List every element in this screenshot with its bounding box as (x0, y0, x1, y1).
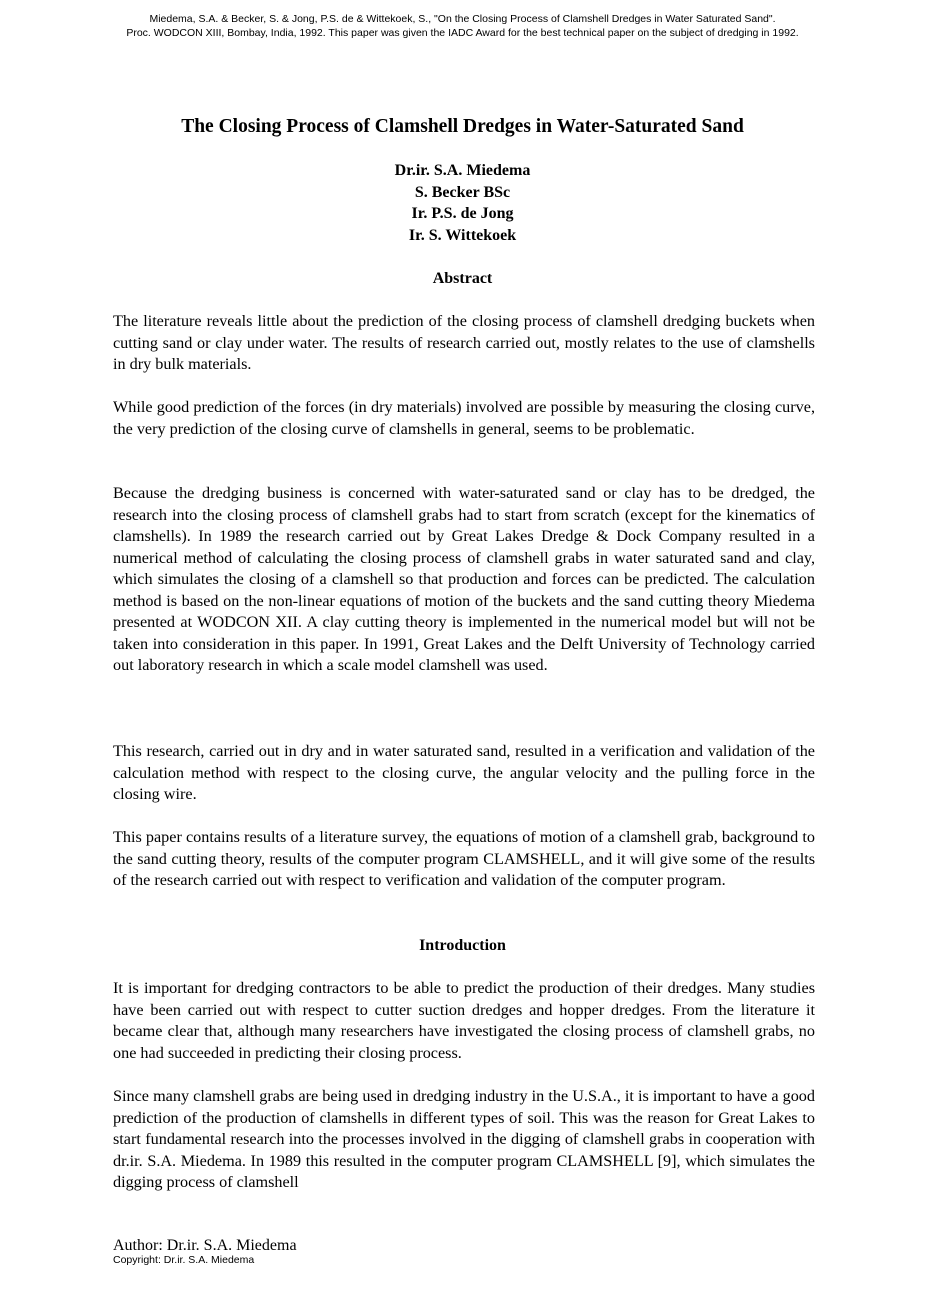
author-list (0, 160, 925, 246)
introduction-heading: Introduction (419, 937, 506, 954)
header-proceedings-line: Proc. WODCON XIII, Bombay, India, 1992. This paper was given the IADC Award for the best technical paper on the subject of dredging in 1992. (126, 27, 799, 39)
header-citation-line: Miedema, S.A. & Becker, S. & Jong, P.S. de & Wittekoek, S., "On the Closing Process of Clamshell Dredges in Water Saturated Sand". (149, 13, 776, 25)
author-name: Ir. P.S. de Jong (411, 205, 514, 222)
running-header (0, 12, 925, 40)
abstract-paragraph: While good prediction of the forces (in dry materials) involved are possible by measuring the closing curve, the very prediction of the closing curve of clamshells in general, seems to be problematic. (113, 398, 815, 438)
author-name: Dr.ir. S.A. Miedema (394, 162, 531, 179)
introduction-paragraph: Since many clamshell grabs are being used in dredging industry in the U.S.A., it is important to have a good prediction of the production of clamshells in different types of soil. This was the reason for Great Lakes to start fundamental research into the processes involved in the digging of clamshell grabs in cooperation with dr.ir. S.A. Miedema. In 1989 this resulted in the computer program CLAMSHELL [9], which simulates the digging process of clamshell (113, 1087, 815, 1191)
paper-title: The Closing Process of Clamshell Dredges in Water-Saturated Sand (181, 116, 744, 137)
abstract-paragraph: Because the dredging business is concerned with water-saturated sand or clay has to be dredged, the research into the closing process of clamshell grabs had to start from scratch (except for the kinematics of clamshells). In 1989 the research carried out by Great Lakes Dredge & Dock Company resulted in a numerical method of calculating the closing process of clamshell grabs in water saturated sand and clay, which simulates the closing of a clamshell so that production and forces can be predicted. The calculation method is based on the non-linear equations of motion of the buckets and the sand cutting theory Miedema presented at WODCON XII. A clay cutting theory is implemented in the numerical model but will not be taken into consideration in this paper. In 1991, Great Lakes and the Delft University of Technology carried out laboratory research in which a scale model clamshell was used. (113, 484, 815, 674)
introduction-paragraph: It is important for dredging contractors to be able to predict the production of their dredges. Many studies have been carried out with respect to cutter suction dredges and hopper dredges. From the literature it became clear that, although many researchers have investigated the closing process of clamshell grabs, no one had succeeded in predicting their closing process. (113, 979, 815, 1062)
author-name: Ir. S. Wittekoek (408, 226, 517, 244)
footer-author: Author: Dr.ir. S.A. Miedema (113, 1237, 297, 1254)
abstract-paragraph: This paper contains results of a literature survey, the equations of motion of a clamshell grab, background to the sand cutting theory, results of the computer program CLAMSHELL, and it will give some of the results of the research carried out with respect to verification and validation of the computer program. (113, 828, 815, 889)
author-name: S. Becker BSc (414, 183, 511, 201)
footer-copyright: Copyright: Dr.ir. S.A. Miedema (113, 1254, 255, 1266)
abstract-heading: Abstract (432, 270, 493, 287)
abstract-paragraph: The literature reveals little about the prediction of the closing process of clamshell dredging buckets when cutting sand or clay under water. The results of research carried out, mostly relates to the use of clamshells in dry bulk materials. (113, 312, 815, 373)
abstract-paragraph: This research, carried out in dry and in water saturated sand, resulted in a verification and validation of the calculation method with respect to the closing curve, the angular velocity and the pulling force in the closing wire. (113, 742, 815, 803)
